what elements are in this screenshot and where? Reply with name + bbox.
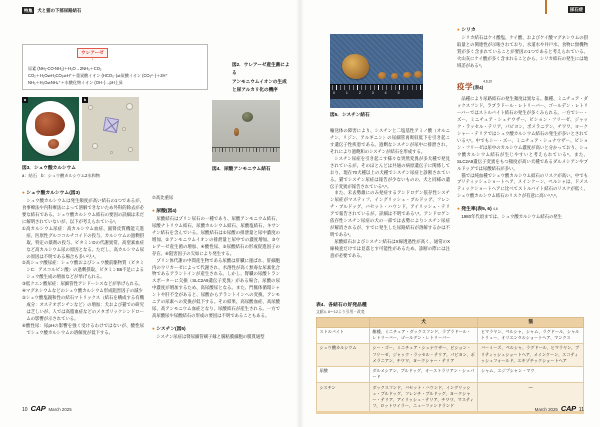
page-gutter xyxy=(296,0,304,427)
paragraph: 猫では純血種でシュウ酸カルシウム結石のリスクが高い。中でもブリティッシュショートヘア、メインクーン、ペルシャは、ドメスティックショートヘアに比べてストルバイト結石のリスクが低く、シュウ酸カルシウム結石のリスクが有意に高い⁴,⁵,⁶。 xyxy=(457,172,588,199)
section-heading-calcium-oxalate xyxy=(22,189,144,196)
ruler xyxy=(212,147,280,156)
page-number: 10 xyxy=(22,407,28,413)
bubble xyxy=(122,127,126,131)
paragraph: 1980年代頃までは、シュウ酸カルシウム結石の発生 xyxy=(461,214,562,220)
paragraph: 尿酸結石およびシスチン結石はX線透過性が高く、通常のX線検査だけでは見落とす可能性があるため、診断の際には注意が必要である。 xyxy=(330,239,450,258)
paragraph: シスチン尿症は腎尿細管刷子縁と腸粘膜細胞の膜貫通型 xyxy=(156,334,265,339)
chemical-formulas xyxy=(28,65,204,86)
down-arrow-icon: ↓ xyxy=(91,56,94,62)
feature-title: 犬と猫の下部尿路結石 xyxy=(37,7,82,13)
figure3b-photo-crystal xyxy=(82,97,139,161)
caption-sub: a：結石 b：シュウ酸カルシウム2水和物 xyxy=(22,172,100,178)
stone-blob xyxy=(378,72,386,79)
row-label: 尿酸 xyxy=(317,366,370,382)
caption-line: 図2．ウレアーゼ産生菌による xyxy=(232,62,290,76)
heading-label: 尿酸(図4) xyxy=(156,208,177,214)
bubble xyxy=(110,151,113,154)
ruler-numbers: 0 1 2 3 4 5 xyxy=(333,91,400,95)
table-row xyxy=(317,366,584,382)
bullet-icon: ● xyxy=(457,27,460,32)
caption-line: と尿アルカリ化の機序 xyxy=(232,87,278,93)
heading-label: シスチン(図5) xyxy=(156,327,186,332)
stone-blob xyxy=(391,73,398,79)
stone-blob xyxy=(403,72,411,78)
figure2-caption xyxy=(232,61,294,95)
cat-breeds-cell: — xyxy=(478,383,584,413)
right-column-1 xyxy=(330,128,450,293)
bubble xyxy=(128,147,133,152)
bullet-icon: ● xyxy=(457,206,460,212)
heading-label: シュウ酸カルシウム(図3) xyxy=(26,191,80,196)
right-footer xyxy=(535,404,584,413)
list-item: ②高シュウ酸尿症：シュウ酸およびシュウ酸前駆物質（ビタミンC：アスコルビン酸）の過剰摂取、ビタミンB6不足によるシュウ酸生成の増加などが挙げられる。 xyxy=(22,260,144,280)
table-header-row xyxy=(317,317,584,327)
figure4-caption xyxy=(212,166,271,172)
bullet-icon: ● xyxy=(22,190,25,195)
table4-breed-predisposition xyxy=(316,301,584,414)
feature-tag: 特集 xyxy=(24,7,33,13)
figure5-caption xyxy=(330,112,370,118)
bubble xyxy=(126,103,133,110)
header-cell-dog: 犬 xyxy=(369,317,478,327)
paragraph: 尿酸結石はプリン尿石の一種であり、尿酸アンモニウム結石、尿酸ナトリウム結石、尿酸カルシウム結石、尿酸塩結石、キサンチン結石を含んでいる。尿酸結石は①尿酸の排泄量と尿中濃度の増加、②アンモニウムイオンの排泄量と尿中での濃度増加、③ウレアーゼ産生菌の増加、④酸性尿、⑤尿酸結石の形成促進因子の存在、⑥阻害因子の欠如により発生する。 xyxy=(152,215,280,256)
stone-blob xyxy=(342,54,369,79)
formula-line: CO₂＋H₂O⇌H₂CO₃⇌H⁺＋重炭酸イオン (HCO₃⁻)⇌炭酸イオン (CO₃²⁻)＋2H⁺ xyxy=(28,73,168,79)
list-item: ③低クエン酸尿症：尿細管性アシドーシスなどが挙げられる。 xyxy=(22,281,143,287)
header-cell-cat: 猫 xyxy=(478,317,584,327)
stone-blob xyxy=(35,112,65,136)
figure2-formula-box xyxy=(22,44,208,90)
section-heading-uric-acid xyxy=(152,207,280,214)
photo-label-a: a xyxy=(23,97,27,102)
section-heading-silica xyxy=(457,26,588,33)
section-heading-cystine xyxy=(152,325,280,332)
figure3-caption xyxy=(22,165,100,179)
table-title: 表4．各結石の好発品種 xyxy=(316,303,367,308)
heading-superscript: 4,6,10 xyxy=(483,79,493,84)
paragraph: シスチン尿症を引き起こす様々な突然変異が多犬種で発見されているが、そのほとんどは共通の病原遺伝子に関係しており、現在70犬種以上の犬種でシスチン尿症と診断されている。猫でシスチン尿症は報告が少ないものの、犬と同様の遺伝子変異が報告されている⁵,⁶。 xyxy=(330,155,450,189)
left-column-1 xyxy=(22,189,144,391)
paragraph: また、未去勢雄にのみ発症するアンドロゲン依存性シスチン尿症がマスティフ、イングリッシュ・ブルドッグ、フレンチ・ブルドッグ、バセット・ハウンド、アイリッシュ・テリアで報告されているが、詳細は不明である⁷,⁸。アンドロゲン依存性シスチン尿症の犬の一部では去勢によりシスチン尿症が解消されるが、すでに発生した尿路結石が溶解するかは不明である⁹。 xyxy=(330,190,450,238)
stone-blob xyxy=(414,71,422,78)
formula-line: NH₃＋H₂O⇌NH₄⁺＋水酸化物イオン (OH⁻)→pH上昇 xyxy=(28,80,123,86)
stone-blob xyxy=(234,128,239,136)
list-item: ④マグネシウムなどのシュウ酸カルシウム形成阻害因子の減少 xyxy=(22,288,143,294)
stone-blob xyxy=(242,112,253,122)
row-label: シュウ酸カルシウム xyxy=(317,343,370,366)
photo-label-b: b xyxy=(83,97,87,102)
bullet-icon: ● xyxy=(152,326,155,331)
bubble xyxy=(92,143,98,149)
heading-label: 発生率(表5, 6) xyxy=(461,207,492,213)
bubble xyxy=(88,105,93,110)
row-label: シスチン xyxy=(317,383,370,413)
ruler xyxy=(330,84,423,99)
ruler-ticks xyxy=(332,85,421,90)
section-heading-incidence xyxy=(457,205,588,212)
table-row xyxy=(317,327,584,343)
list-item: ⑦高比重尿 xyxy=(152,195,174,200)
cat-breeds-cell: ヒマラヤン、ペルシャ、シャム、ラグドール、シャルトリュー、オリエンタルショートヘア、マンクス xyxy=(478,327,584,343)
row-label: ストルバイト xyxy=(317,327,370,343)
corner-section-tab: 尿石症 xyxy=(569,6,583,12)
figure5-photo-cystine-stones xyxy=(330,34,423,108)
dog-breeds-cell: 雑種、ミニチュア・ダックスフンド、ラブラドール・レトリーバー、ゴールデン・レトリーバー xyxy=(369,327,478,343)
heading-superscript: 4,6 xyxy=(493,207,498,212)
header-cell-empty xyxy=(317,317,370,327)
list-item: ①高カルシウム尿症：高カルシウム血症、副腎皮質機能亢進症、医原性グルココルチコイドの投与、カルシウムの過剰摂取、特定の薬剤の投与、ビタミンDの代謝異常、高窒素血症など高カルシウム尿の原因となる。ただし、高カルシウム尿の原因は不明である場合も多い²,³,⁴。 xyxy=(22,225,144,259)
bullet-icon: ● xyxy=(152,207,155,213)
paragraph: 品種により尿路結石の発生頻度は異なる。雑種、ミニチュア・ダックスフンド、ラブラドール・レトリーバー、ゴールデン・レトリーバーではストルバイト結石の発生が多くみられる。一方でシー・ズー、ミニチュア・シュナウザー、ビション・フリーゼ、ジャック・ラッセル・テリア、パピヨン、ポメラニアン、チワワ、ヨークシャー・テリアではシュウ酸カルシウム結石の発生が多いとされている⁴,⁵。中でもシー・ズー、ミニチュア・シュナウザー、ビション・フリーゼは尿中のカルシウム濃度が高いと分かっており、シュウ酸カルシウム結石が生じやすいと考えられている⁶。また、SLC2A9遺伝子変異をもつ頻度が高い犬種であるダルメシアンやブルドッグでは尿酸結石が多い。 xyxy=(457,96,588,171)
heading-reference: (表4) xyxy=(473,84,484,90)
paragraph: 輸送体の障害により、シスチンと二塩基性アミノ酸（オルニチン、リジン、アルギニン）の尿細管再吸収低下を引き起こす遺伝子性疾患である。過剰なシスチンが尿中に排泄され、それにより過飽和のシスチンが結石を形成する。 xyxy=(330,128,450,154)
caption-line: アンモニウムイオンの生成 xyxy=(232,78,287,84)
table-source-note: 文献4, 8〜12より引用・改変 xyxy=(316,309,365,314)
right-column-2 xyxy=(457,26,588,294)
page-number: 11 xyxy=(578,407,584,413)
left-footer xyxy=(22,404,72,413)
figure4-photo-stones xyxy=(212,100,280,162)
paragraph: シュウ酸カルシウムは発生頻度が高い結石の1つであるが、食事療法や内科療法によって溶解できないため外科的除去が必要な結石である。シュウ酸カルシウム結石の要因の詳細は未だに解明されていないが、以下が考えられている¹。 xyxy=(22,198,144,224)
cap-logo: CAP xyxy=(30,404,46,413)
cat-breeds-cell: シャム、エジプシャン・マウ xyxy=(478,366,584,382)
paragraph: プリン体代謝の中間産生物である尿酸は肝臓に運ばれ、肝細胞内のウリカーゼによって代謝され、水溶性が高く無毒な尿素化合物であるアラントインが産生される。しかし、腎臓の尿酸トランスポーターに欠損（SLC2A9遺伝子変異）がある場合、尿酸の尿中濃度が増加するため、高尿酸尿となる。また、門脈体循環シャントや肝不全があると、尿酸からアラントインへの変換、アンモニアの尿素への変換が低下する。その結果、高尿酸血症、高尿酸尿、高アンモニウム血症となり、尿酸結石が産生される。一方で高尿酸尿や尿酸結石の形成の要因は不明であることもある。 xyxy=(152,257,280,319)
left-column-2 xyxy=(152,195,280,413)
list-item: ⑤シュウ酸塩親和性の結石マトリックス（結石を構成する有機成分：オステオポンチンなど）の増加：犬および猫での研究は乏しいが、人では高脂血症などのメタボリックシンドロームの影響が示されている。 xyxy=(22,295,144,321)
caption-title: 図3．シュウ酸カルシウム xyxy=(22,165,76,170)
caption-title: 図4．尿酸アンモニウム結石 xyxy=(212,166,271,171)
oxalate-crystal xyxy=(103,117,119,133)
left-page-header xyxy=(22,7,81,14)
heading-label: 疫学 xyxy=(457,81,473,91)
paragraph: シリカ結石はケイ酸塩、ケイ酸、およびケイ酸マグネシウムの摂取量との関連性が示唆されており、水道水や井戸水、食物に無機物質が多く含まれていることが要因の1つであると考えられている。火山灰にケイ酸が多く含まれることから、シリカ結石の発生には地域差がある⁴。 xyxy=(457,35,588,68)
cat-breeds-cell: バーミーズ、ペルシャ、ラグドール、ヒマラヤン、ブリティッシュショートヘア、メインクーン、スコティッシュフォールド、エキゾチックショートヘア xyxy=(478,343,584,366)
breed-table xyxy=(316,317,584,415)
dog-breeds-cell: ダックスフンド、バセット・ハウンド、イングリッシュ・ブルドッグ、フレンチ・ブルドッグ、ヨークシャー・テリア、アイリッシュ・テリア、チワワ、マスティフ、ロットワイラー、ニューファンドランド xyxy=(369,383,478,413)
caption-title: 図5．シスチン結石 xyxy=(330,112,370,117)
corner-accent-line xyxy=(545,0,547,14)
section-heading-epidemiology xyxy=(457,76,588,94)
heading-label: シリカ xyxy=(461,28,476,33)
dog-breeds-cell: ダルメシアン、ブルドッグ、オーストラリアン・シェパード xyxy=(369,366,478,382)
issue-date: March 2025 xyxy=(48,407,72,412)
dog-breeds-cell: シー・ズー、ミニチュア・シュナウザー、ビション・フリーゼ、ジャック・ラッセル・テリア、パピヨン、ポメラニアン、チワワ、ヨークシャー・テリア xyxy=(369,343,478,366)
figure3a-photo-stones xyxy=(22,97,79,161)
cap-logo: CAP xyxy=(560,404,576,413)
table-row xyxy=(317,343,584,366)
list-item: ⑥酸性尿：尿pHの影響を強く受けるわけではないが、酸性尿でシュウ酸カルシウムの溶解度が低下する。 xyxy=(22,322,144,335)
formula-line: 尿素 (NH₂-CO-NH₂)＋H₂O→2NH₃＋CO₂ xyxy=(28,66,102,71)
urease-label: ウレアーゼ xyxy=(77,48,108,58)
issue-date: March 2025 xyxy=(534,407,558,412)
